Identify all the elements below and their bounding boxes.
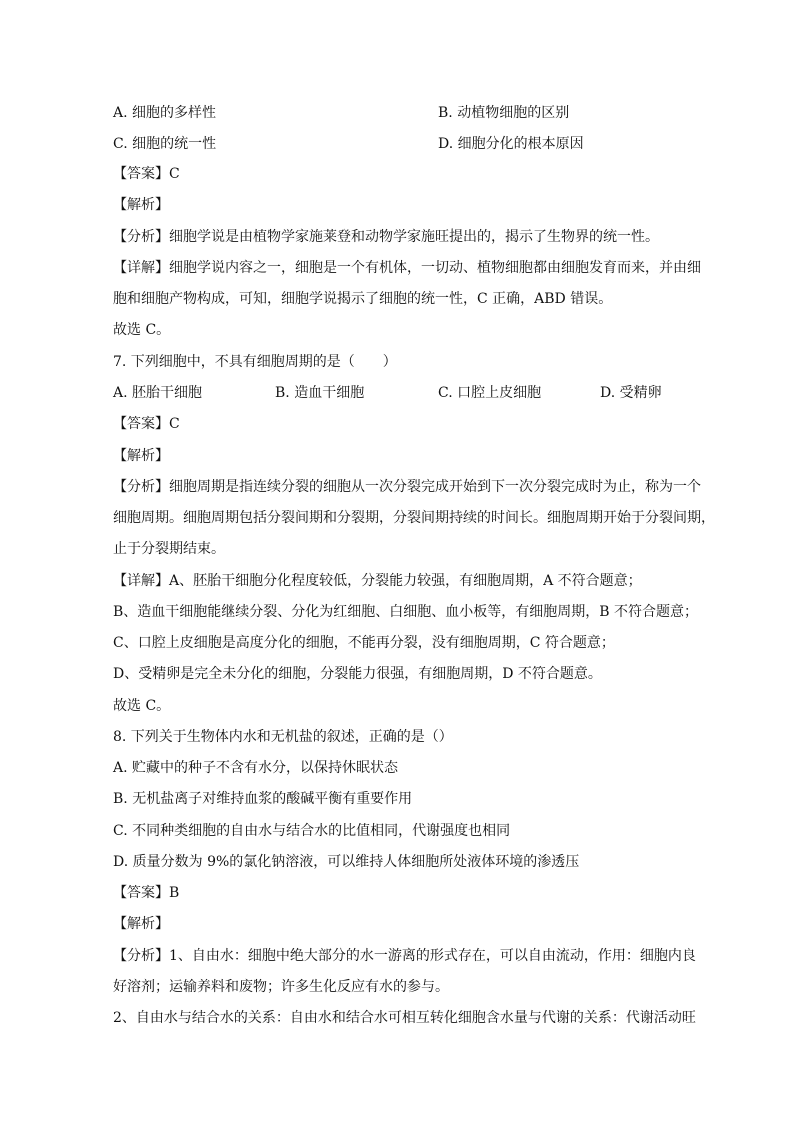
q7-question: 7. 下列细胞中，不具有细胞周期的是（ ） [113,354,397,370]
q8-analysis-title: 【解析】 [113,916,169,932]
q8-option-c: C. 不同种类细胞的自由水与结合水的比值相同，代谢强度也相同 [113,823,511,839]
q6-option-a: A. 细胞的多样性 [113,105,217,121]
q8-option-a: A. 贮藏中的种子不含有水分，以保持休眠状态 [113,760,399,776]
q6-analysis-title: 【解析】 [113,197,169,213]
q7-fenxi-line-2: 细胞周期。细胞周期包括分裂间期和分裂期，分裂间期持续的时间长。细胞周期开始于分裂间期， [113,510,715,526]
q7-xiangjie-line-2: B、造血干细胞能继续分裂、分化为红细胞、白细胞、血小板等，有细胞周期，B 不符合题意； [113,604,699,620]
q7-option-d: D. 受精卵 [600,385,662,401]
q7-answer: 【答案】C [113,416,180,432]
q7-analysis-title: 【解析】 [113,448,169,464]
q7-xiangjie-line-3: C、口腔上皮细胞是高度分化的细胞，不能再分裂，没有细胞周期，C 符合题意； [113,635,615,651]
q6-fenxi: 【分析】细胞学说是由植物学家施莱登和动物学家施旺提出的，揭示了生物界的统一性。 [113,229,659,245]
q6-option-d: D. 细胞分化的根本原因 [438,136,584,152]
q6-xiangjie-line-2: 胞和细胞产物构成，可知，细胞学说揭示了细胞的统一性，C 正确，ABD 错误。 [113,291,613,307]
q7-option-b: B. 造血干细胞 [275,385,365,401]
q7-xiangjie-line-1: 【详解】A、胚胎干细胞分化程度较低，分裂能力较强，有细胞周期，A 不符合题意； [113,573,642,589]
q7-xiangjie-line-4: D、受精卵是完全未分化的细胞，分裂能力很强，有细胞周期，D 不符合题意。 [113,666,602,682]
q8-fenxi-line-1: 【分析】1、自由水：细胞中绝大部分的水一游离的形式存在，可以自由流动，作用：细胞内良 [113,948,696,964]
q8-fenxi-line-2: 好溶剂；运输养料和废物；许多生化反应有水的参与。 [113,979,449,995]
q7-option-a: A. 胚胎干细胞 [113,385,203,401]
q6-option-c: C. 细胞的统一性 [113,136,217,152]
q8-option-d: D. 质量分数为 9%的氯化钠溶液，可以维持人体细胞所处液体环境的渗透压 [113,854,580,870]
q7-conclusion: 故选 C。 [113,698,171,714]
q6-conclusion: 故选 C。 [113,322,171,338]
q7-fenxi-line-1: 【分析】细胞周期是指连续分裂的细胞从一次分裂完成开始到下一次分裂完成时为止，称为一个 [113,479,701,495]
q7-fenxi-line-3: 止于分裂期结束。 [113,541,225,557]
q6-answer: 【答案】C [113,166,180,182]
q8-answer: 【答案】B [113,885,180,901]
q8-option-b: B. 无机盐离子对维持血浆的酸碱平衡有重要作用 [113,791,413,807]
q8-fenxi-line-3: 2、自由水与结合水的关系：自由水和结合水可相互转化细胞含水量与代谢的关系：代谢活动旺 [113,1010,696,1026]
q6-option-b: B. 动植物细胞的区别 [438,105,570,121]
q8-question: 8. 下列关于生物体内水和无机盐的叙述，正确的是（） [113,729,453,745]
q7-option-c: C. 口腔上皮细胞 [438,385,542,401]
q6-xiangjie-line-1: 【详解】细胞学说内容之一，细胞是一个有机体，一切动、植物细胞都由细胞发育而来，并由细 [113,260,701,276]
